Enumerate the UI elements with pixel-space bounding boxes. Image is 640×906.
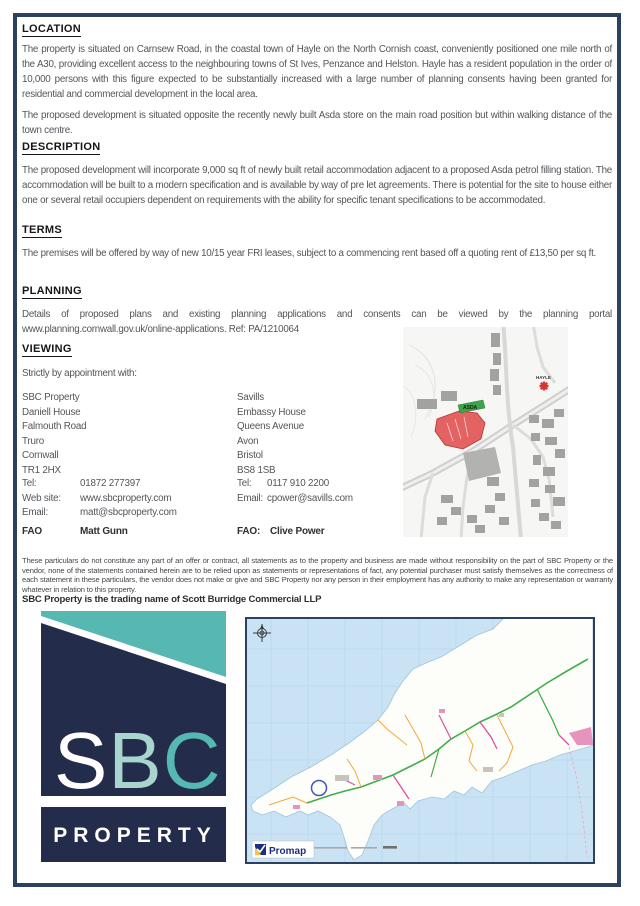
trading-name-line: SBC Property is the trading name of Scott Burridge Commercial LLP — [22, 594, 322, 605]
address-line: BS8 1SB — [237, 464, 276, 476]
site-location-plan — [403, 327, 568, 542]
contact-row-tel — [237, 477, 417, 492]
agent-savills-address — [237, 391, 407, 478]
logo-letters: SBC — [54, 716, 222, 805]
section-heading-planning: PLANNING — [22, 285, 82, 297]
disclaimer-text: These particulars do not constitute any part of an offer or contract, all statements as to the property and business are made without responsibility on the part of SBC Property or the vendor, none of the statements contained herein are to be relied upon as statements or representations of fact, any potential purchaser must satisfy themselves as the correctness of each statement in these particulars, the vendor does not make or give and SBC Property nor any person in their employment has any authority to make any representation or warranty whatever in relation to this property. — [22, 556, 613, 595]
contact-label: Web site: — [22, 492, 61, 504]
address-line: Cornwall — [22, 450, 59, 461]
agent-sbc-fao — [22, 526, 128, 537]
contact-row-website — [22, 492, 242, 507]
agent-sbc-name: SBC Property — [22, 392, 80, 403]
agent-savills-fao — [237, 526, 325, 537]
phone-number: 0117 910 2200 — [267, 478, 330, 489]
address-line: Daniell House — [22, 406, 81, 418]
section-heading-description: DESCRIPTION — [22, 141, 101, 153]
email-address: matt@sbcproperty.com — [80, 507, 177, 518]
planning-paragraph: Details of proposed plans and existing planning applications and consents can be viewed by the planning portal www.planning.cornwall.gov.uk/online-applications. Ref: PA/1210064 — [22, 309, 612, 335]
fao-label: FAO: — [237, 526, 261, 537]
contact-label: Email: — [22, 507, 49, 518]
address-line: Bristol — [237, 450, 263, 461]
address-line: Embassy House — [237, 406, 306, 418]
address-line: Queens Avenue — [237, 421, 304, 432]
address-line: Falmouth Road — [22, 421, 87, 432]
fao-name: Matt Gunn — [80, 526, 128, 537]
website-url: www.sbcproperty.com — [80, 492, 172, 504]
fao-name: Clive Power — [270, 526, 325, 537]
contact-label: Email: — [237, 492, 264, 504]
terms-paragraph: The premises will be offered by way of new 10/15 year FRI leases, subject to a commencing rent based off a quoting rent of £13,50 per sq ft. — [22, 248, 597, 259]
description-paragraph: The proposed development will incorporate 9,000 sq ft of newly built retail accommodation adjacent to a proposed Asda petrol filling station. The accommodation will be built to a modern specification and is available by way of pre let agreements. There is potential for the site to house either one or several retail occupiers dependent on requirements with the ability for specific tenant specifications to be accommodated. — [22, 165, 612, 206]
station-marker-icon — [540, 382, 549, 391]
promap-label: Promap — [269, 846, 307, 857]
contact-label: Tel: — [237, 478, 252, 489]
email-address: cpower@savills.com — [267, 492, 353, 504]
agent-savills-contacts — [237, 477, 417, 506]
contact-label: Tel: — [22, 478, 37, 489]
location-paragraph-2: The proposed development is situated opposite the recently newly built Asda store on the main road position but within walking distance of the town centre. — [22, 110, 612, 136]
station-label: HAYLE — [536, 375, 551, 380]
asda-area-label: ASDA — [463, 405, 478, 411]
logo-property-text: PROPERTY — [53, 824, 217, 847]
contact-row-tel — [22, 477, 242, 492]
section-heading-terms: TERMS — [22, 224, 62, 236]
address-line: Truro — [22, 435, 45, 447]
viewing-paragraph: Strictly by appointment with: — [22, 368, 137, 379]
fao-label: FAO — [22, 526, 42, 537]
location-paragraph-1: The property is situated on Carnsew Road, in the coastal town of Hayle on the North Cornish coast, conveniently positioned one mile north of the A30, providing excellent access to the neighbouring towns of St Ives, Penzance and Helston. Hayle has a resident population in the order of 10,000 persons with this figure expected to be substantially increased with a large number of planning consents having been granted for residential and commercial development in the local area. — [22, 44, 612, 100]
section-heading-viewing: VIEWING — [22, 343, 72, 355]
phone-number: 01872 277397 — [80, 478, 141, 489]
contact-row-email — [22, 506, 242, 521]
section-heading-location: LOCATION — [22, 23, 82, 35]
regional-map — [245, 617, 595, 864]
address-line: Avon — [237, 435, 259, 447]
agent-sbc-contacts — [22, 477, 242, 521]
contact-row-email — [237, 492, 417, 507]
sbc-property-logo — [41, 611, 226, 867]
address-line: TR1 2HX — [22, 464, 61, 476]
promap-logo — [252, 841, 314, 858]
site-plan-map — [403, 327, 568, 537]
agent-savills-name: Savills — [237, 392, 264, 403]
agent-sbc-address — [22, 391, 222, 478]
